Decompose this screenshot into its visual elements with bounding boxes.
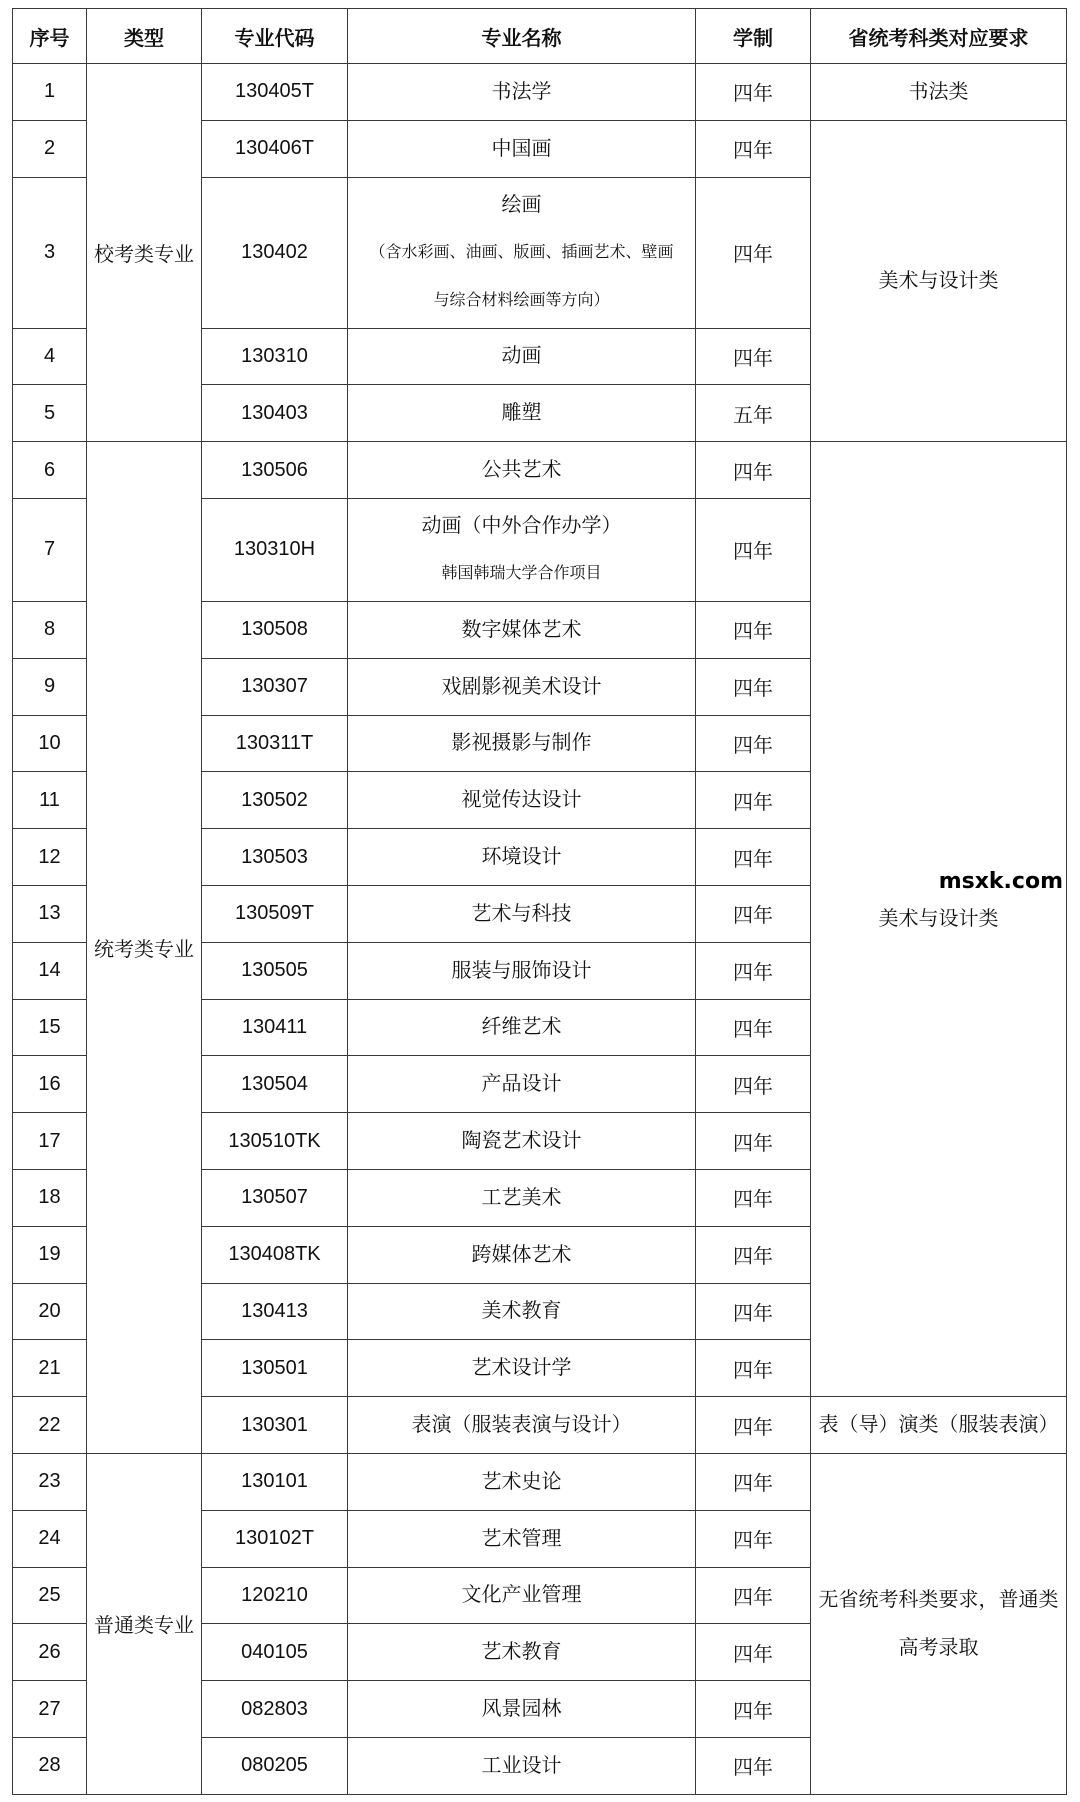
exam-requirement-cell [811, 1453, 1067, 1794]
exam-requirement-content [815, 68, 1062, 116]
duration-cell: 四年 [696, 442, 811, 499]
major-name: 动画 [501, 345, 542, 368]
major-name: 公共艺术 [481, 459, 562, 482]
major-name-cell [348, 999, 696, 1056]
exam-requirement-cell [811, 442, 1067, 1397]
major-name-cell [348, 1567, 696, 1624]
serial-number-cell: 1 [13, 64, 87, 121]
serial-number-cell: 11 [13, 772, 87, 829]
duration-cell: 四年 [696, 328, 811, 385]
major-code-cell: 130510TK [202, 1113, 348, 1170]
major-code-cell: 040105 [202, 1624, 348, 1681]
duration-cell: 四年 [696, 942, 811, 999]
duration-cell: 四年 [696, 829, 811, 886]
major-name: 绘画 [501, 193, 542, 216]
major-code-cell: 130406T [202, 120, 348, 177]
header-duration: 学制 [696, 9, 811, 64]
duration-cell: 四年 [696, 1169, 811, 1226]
major-name-cell [348, 1681, 696, 1738]
major-name: 工业设计 [481, 1754, 562, 1777]
major-code-cell: 130307 [202, 658, 348, 715]
major-name-cell [348, 601, 696, 658]
major-name: 产品设计 [481, 1073, 562, 1096]
major-name-cell [348, 715, 696, 772]
major-name-cell [348, 1283, 696, 1340]
major-code-cell: 120210 [202, 1567, 348, 1624]
watermark: msxk.com [938, 869, 1063, 895]
category-cell: 校考类专业 [87, 64, 202, 442]
table-row [13, 64, 1067, 121]
major-name-cell [348, 1226, 696, 1283]
major-name-cell [348, 1453, 696, 1510]
category-cell: 普通类专业 [87, 1453, 202, 1794]
major-name-cell [348, 1510, 696, 1567]
serial-number-cell: 3 [13, 177, 87, 328]
major-code-cell: 130411 [202, 999, 348, 1056]
serial-number-cell: 17 [13, 1113, 87, 1170]
exam-requirement-line: 无省统考科类要求，普通类 [818, 1588, 1059, 1611]
major-name: 陶瓷艺术设计 [461, 1130, 582, 1153]
duration-cell: 四年 [696, 1737, 811, 1794]
serial-number-cell: 28 [13, 1737, 87, 1794]
duration-cell: 四年 [696, 715, 811, 772]
serial-number-cell: 24 [13, 1510, 87, 1567]
major-code-cell: 130403 [202, 385, 348, 442]
major-name: 表演（服装表演与设计） [411, 1414, 632, 1437]
exam-requirement-content [815, 1576, 1062, 1672]
exam-requirement-line: 高考录取 [898, 1636, 979, 1659]
serial-number-cell: 16 [13, 1056, 87, 1113]
serial-number-cell: 18 [13, 1169, 87, 1226]
major-code-cell: 130509T [202, 885, 348, 942]
exam-requirement-cell [811, 64, 1067, 121]
serial-number-cell: 15 [13, 999, 87, 1056]
duration-cell: 四年 [696, 999, 811, 1056]
table-row [13, 1453, 1067, 1510]
major-name: 中国画 [491, 137, 552, 160]
table-row [13, 442, 1067, 499]
exam-requirement-line: 美术与设计类 [878, 908, 999, 931]
major-name-cell [348, 1340, 696, 1397]
duration-cell: 五年 [696, 385, 811, 442]
serial-number-cell: 21 [13, 1340, 87, 1397]
serial-number-cell: 8 [13, 601, 87, 658]
serial-number-cell: 10 [13, 715, 87, 772]
major-code-cell: 130504 [202, 1056, 348, 1113]
major-name-cell [348, 1737, 696, 1794]
exam-requirement-line: 表（导）演类（服装表演） [818, 1414, 1059, 1437]
major-name: 跨媒体艺术 [471, 1243, 572, 1266]
major-name: 艺术设计学 [471, 1357, 572, 1380]
major-code-cell: 130503 [202, 829, 348, 886]
duration-cell: 四年 [696, 1397, 811, 1454]
serial-number-cell: 13 [13, 885, 87, 942]
major-name: 环境设计 [481, 846, 562, 869]
major-code-cell: 130408TK [202, 1226, 348, 1283]
major-name: 纤维艺术 [481, 1016, 562, 1039]
duration-cell: 四年 [696, 64, 811, 121]
major-name-cell [348, 942, 696, 999]
major-code-cell: 130501 [202, 1340, 348, 1397]
major-name: 数字媒体艺术 [461, 618, 582, 641]
major-code-cell: 130102T [202, 1510, 348, 1567]
exam-requirement-cell [811, 1397, 1067, 1454]
major-code-cell: 130506 [202, 442, 348, 499]
major-name: 工艺美术 [481, 1186, 562, 1209]
major-name-cell [348, 1397, 696, 1454]
major-name-cell [348, 177, 696, 328]
major-code-cell: 130505 [202, 942, 348, 999]
duration-cell: 四年 [696, 1340, 811, 1397]
serial-number-cell: 12 [13, 829, 87, 886]
duration-cell: 四年 [696, 498, 811, 601]
major-name-cell [348, 64, 696, 121]
major-code-cell: 082803 [202, 1681, 348, 1738]
exam-requirement-line: 美术与设计类 [878, 269, 999, 292]
major-name: 戏剧影视美术设计 [441, 675, 602, 698]
major-code-cell: 130310H [202, 498, 348, 601]
table-body [13, 64, 1067, 1795]
serial-number-cell: 9 [13, 658, 87, 715]
header-major-name: 专业名称 [348, 9, 696, 64]
duration-cell: 四年 [696, 1453, 811, 1510]
serial-number-cell: 4 [13, 328, 87, 385]
major-name: 文化产业管理 [461, 1584, 582, 1607]
major-name-cell [348, 442, 696, 499]
major-name: 风景园林 [481, 1698, 562, 1721]
major-name: 艺术管理 [481, 1527, 562, 1550]
major-code-cell: 130101 [202, 1453, 348, 1510]
duration-cell: 四年 [696, 1226, 811, 1283]
duration-cell: 四年 [696, 1113, 811, 1170]
major-name-cell [348, 1113, 696, 1170]
duration-cell: 四年 [696, 1510, 811, 1567]
major-code-cell: 130402 [202, 177, 348, 328]
exam-requirement-line: 书法类 [908, 80, 969, 103]
duration-cell: 四年 [696, 1056, 811, 1113]
major-code-cell: 130405T [202, 64, 348, 121]
duration-cell: 四年 [696, 885, 811, 942]
major-name-cell [348, 658, 696, 715]
header-serial-number: 序号 [13, 9, 87, 64]
major-name-cell [348, 1169, 696, 1226]
table-header [13, 9, 1067, 64]
major-name: 影视摄影与制作 [451, 732, 592, 755]
major-name: 服装与服饰设计 [451, 959, 592, 982]
category-cell: 统考类专业 [87, 442, 202, 1454]
serial-number-cell: 25 [13, 1567, 87, 1624]
major-name-cell [348, 1624, 696, 1681]
major-code-cell: 130507 [202, 1169, 348, 1226]
major-name-cell [348, 1056, 696, 1113]
header-category: 类型 [87, 9, 202, 64]
major-note: （含水彩画、油画、版画、插画艺术、壁画 [369, 243, 674, 261]
major-name: 艺术史论 [481, 1470, 562, 1493]
serial-number-cell: 27 [13, 1681, 87, 1738]
duration-cell: 四年 [696, 772, 811, 829]
major-note: 韩国韩瑞大学合作项目 [441, 564, 602, 582]
major-code-cell: 130502 [202, 772, 348, 829]
major-name: 书法学 [491, 80, 552, 103]
serial-number-cell: 5 [13, 385, 87, 442]
duration-cell: 四年 [696, 601, 811, 658]
major-name-cell [348, 498, 696, 601]
major-code-cell: 130301 [202, 1397, 348, 1454]
serial-number-cell: 22 [13, 1397, 87, 1454]
major-note: 与综合材料绘画等方向） [433, 291, 610, 309]
serial-number-cell: 2 [13, 120, 87, 177]
major-name: 雕塑 [501, 402, 542, 425]
major-code-cell: 130508 [202, 601, 348, 658]
header-major-code: 专业代码 [202, 9, 348, 64]
major-name: 动画（中外合作办学） [421, 514, 622, 537]
serial-number-cell: 20 [13, 1283, 87, 1340]
major-name: 美术教育 [481, 1300, 562, 1323]
duration-cell: 四年 [696, 1681, 811, 1738]
serial-number-cell: 7 [13, 498, 87, 601]
major-code-cell: 130413 [202, 1283, 348, 1340]
header-exam-requirement: 省统考科类对应要求 [811, 9, 1067, 64]
major-name-cell [348, 772, 696, 829]
major-code-cell: 130310 [202, 328, 348, 385]
serial-number-cell: 26 [13, 1624, 87, 1681]
duration-cell: 四年 [696, 1624, 811, 1681]
major-name-cell [348, 385, 696, 442]
major-name-cell [348, 885, 696, 942]
serial-number-cell: 19 [13, 1226, 87, 1283]
serial-number-cell: 23 [13, 1453, 87, 1510]
major-name-cell [348, 328, 696, 385]
exam-requirement-cell [811, 120, 1067, 441]
duration-cell: 四年 [696, 1283, 811, 1340]
serial-number-cell: 6 [13, 442, 87, 499]
serial-number-cell: 14 [13, 942, 87, 999]
duration-cell: 四年 [696, 658, 811, 715]
exam-requirement-content [815, 869, 1063, 943]
header-row [13, 9, 1067, 64]
duration-cell: 四年 [696, 1567, 811, 1624]
major-name-cell [348, 829, 696, 886]
major-name: 艺术与科技 [471, 902, 572, 925]
majors-table [12, 8, 1067, 1795]
exam-requirement-content [815, 1401, 1062, 1449]
major-code-cell: 080205 [202, 1737, 348, 1794]
major-code-cell: 130311T [202, 715, 348, 772]
major-name: 艺术教育 [481, 1641, 562, 1664]
duration-cell: 四年 [696, 120, 811, 177]
exam-requirement-content [815, 257, 1062, 305]
major-name-cell [348, 120, 696, 177]
major-name: 视觉传达设计 [461, 789, 582, 812]
duration-cell: 四年 [696, 177, 811, 328]
